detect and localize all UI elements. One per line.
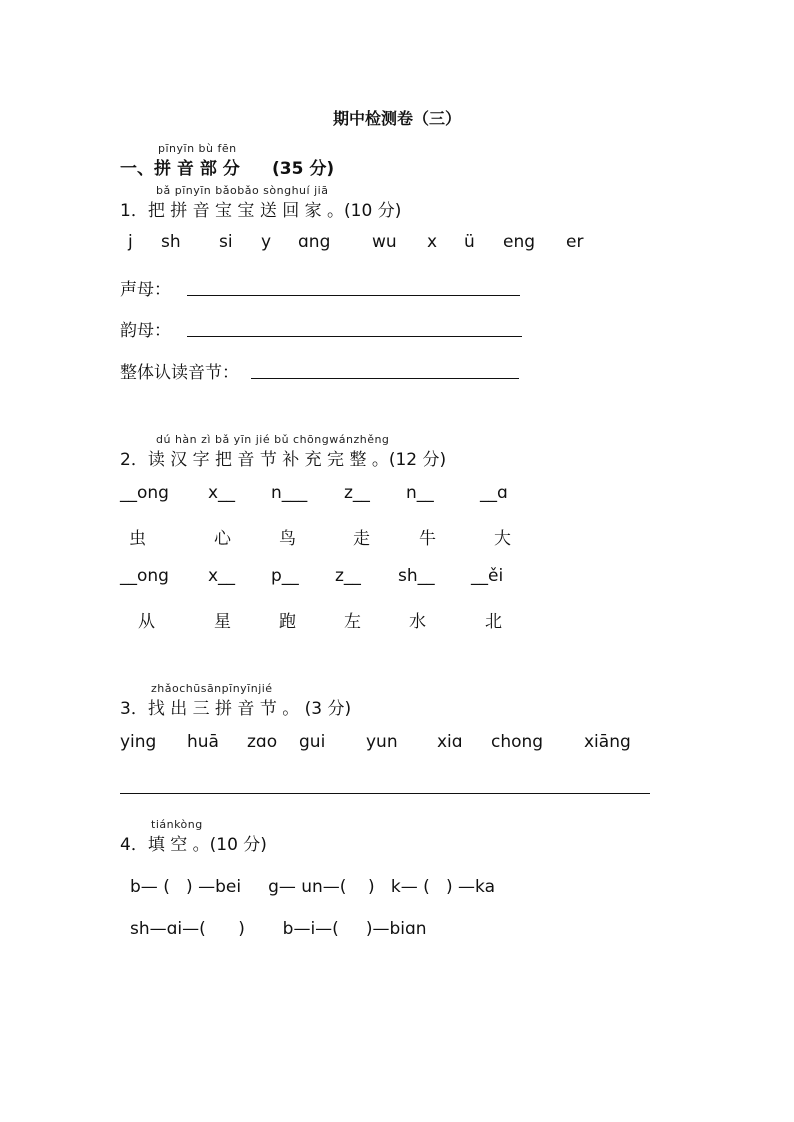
syllable: chong: [491, 732, 544, 752]
q2-row2: [0, 566, 794, 590]
syllable: yun: [366, 732, 398, 752]
hanzi: 虫: [129, 529, 146, 549]
syllable: xiāng: [584, 732, 631, 752]
answer-line-shengmu[interactable]: [187, 295, 520, 296]
syllable: ying: [120, 732, 157, 752]
hanzi: 大: [494, 529, 511, 549]
q4-line2[interactable]: sh—ɑi—( ) b—i—( )—biɑn: [130, 919, 427, 939]
answer-line-yunmu[interactable]: [187, 336, 522, 337]
letter: sh: [161, 232, 181, 252]
blank-syllable[interactable]: __ɑ: [480, 483, 508, 503]
letter: ü: [464, 232, 475, 252]
section-score: (35 分): [272, 159, 335, 179]
q2-prompt: 2．读 汉 字 把 音 节 补 充 完 整 。(12 分): [120, 450, 447, 470]
hanzi: 鸟: [279, 529, 296, 549]
q1-ruby: bǎ pīnyīn bǎobǎo sònghuí jiā: [156, 184, 329, 197]
blank-syllable[interactable]: z__: [344, 483, 370, 503]
label-zhengti: 整体认读音节：: [120, 363, 239, 383]
answer-line-zhengti[interactable]: [251, 378, 519, 379]
blank-syllable[interactable]: p__: [271, 566, 299, 586]
syllable: gui: [299, 732, 326, 752]
blank-syllable[interactable]: __ong: [120, 566, 169, 586]
blank-syllable[interactable]: n__: [406, 483, 434, 503]
blank-syllable[interactable]: n___: [271, 483, 308, 503]
answer-line-q3[interactable]: [120, 793, 650, 794]
hanzi: 左: [344, 612, 361, 632]
q2-chars1: [0, 524, 794, 548]
hanzi: 从: [138, 612, 155, 632]
hanzi: 水: [409, 612, 426, 632]
blank-syllable[interactable]: z__: [335, 566, 361, 586]
label-shengmu: 声母：: [120, 280, 171, 300]
letter: j: [128, 232, 133, 252]
letter: si: [219, 232, 233, 252]
q4-ruby: tiánkòng: [151, 818, 203, 831]
syllable: xiɑ: [437, 732, 463, 752]
hanzi: 走: [353, 529, 370, 549]
q3-ruby: zhǎochūsānpīnyīnjié: [151, 682, 273, 695]
hanzi: 北: [485, 612, 502, 632]
letter: er: [566, 232, 584, 252]
syllable: huā: [187, 732, 219, 752]
q2-ruby: dú hàn zì bǎ yīn jié bǔ chōngwánzhěng: [156, 433, 390, 446]
q4-line1[interactable]: b— ( ) —bei g— un—( ) k— ( ) —ka: [130, 877, 495, 897]
q2-row1: [0, 483, 794, 507]
letter: ɑng: [298, 232, 331, 252]
label-yunmu: 韵母：: [120, 321, 171, 341]
letter: wu: [372, 232, 397, 252]
q4-prompt: 4．填 空 。(10 分): [120, 835, 267, 855]
section-heading: 一、拼 音 部 分: [120, 159, 240, 179]
hanzi: 心: [214, 529, 231, 549]
q1-prompt: 1．把 拼 音 宝 宝 送 回 家 。(10 分): [120, 201, 402, 221]
syllable: zɑo: [247, 732, 278, 752]
blank-syllable[interactable]: x__: [208, 566, 236, 586]
letter: y: [261, 232, 272, 252]
q1-letters: [0, 232, 794, 256]
letter: x: [427, 232, 438, 252]
q3-words: [0, 732, 794, 756]
blank-syllable[interactable]: sh__: [398, 566, 435, 586]
letter: eng: [503, 232, 536, 252]
page-title: 期中检测卷（三）: [332, 109, 461, 128]
hanzi: 星: [214, 612, 231, 632]
blank-syllable[interactable]: __ong: [120, 483, 169, 503]
blank-syllable[interactable]: __ěi: [471, 566, 504, 586]
hanzi: 牛: [419, 529, 436, 549]
q3-prompt: 3．找 出 三 拼 音 节 。 (3 分): [120, 699, 352, 719]
hanzi: 跑: [279, 612, 296, 632]
q2-chars2: [0, 607, 794, 631]
blank-syllable[interactable]: x__: [208, 483, 236, 503]
section-ruby: pīnyīn bù fēn: [158, 142, 237, 155]
